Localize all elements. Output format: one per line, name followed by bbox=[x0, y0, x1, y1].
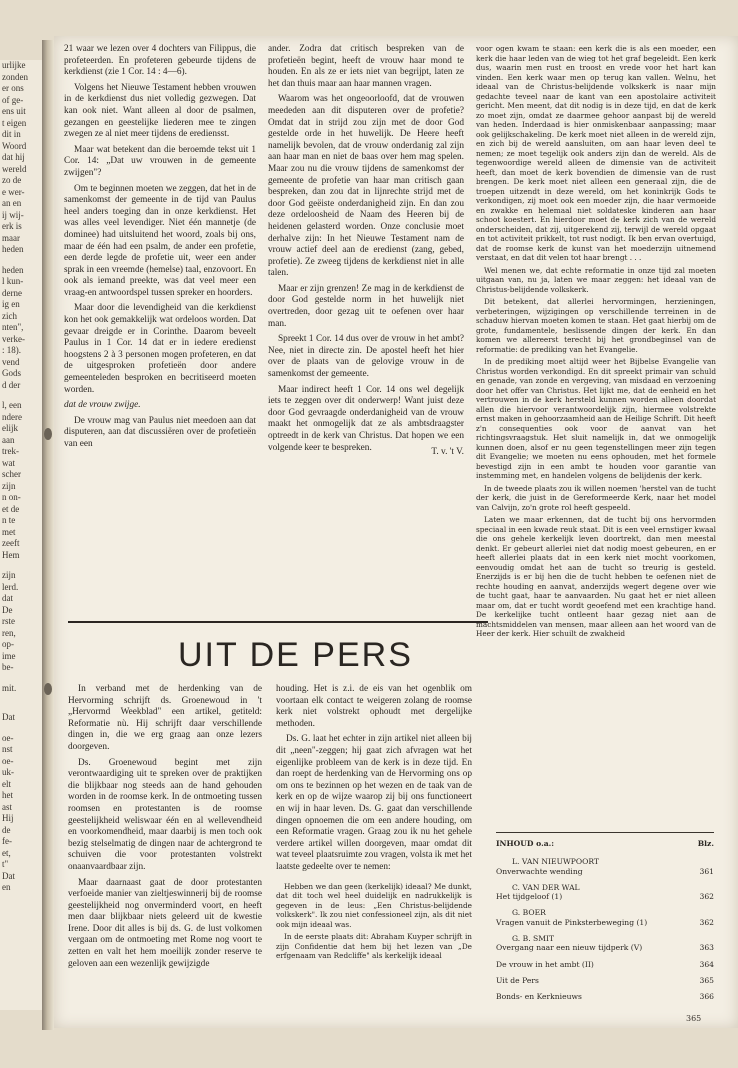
paragraph: Maar wat betekent dan die beroemde tekst uit 1 Cor. 14: „Dat uw vrouwen in de gemeente zwijgen"? bbox=[64, 144, 256, 178]
margin-line: heden bbox=[2, 244, 24, 254]
margin-line: Gods bbox=[2, 368, 22, 378]
margin-line: aan bbox=[2, 434, 15, 445]
margin-line: De bbox=[2, 604, 13, 615]
quoted-excerpt bbox=[276, 882, 472, 961]
paragraph: Laten we maar erkennen, dat de tucht bij ons hervormden speciaal in een kwade reuk staat. Dit is een veel ernstiger kwaal die ons gehele kerkelijk leven doortrekt, dan men meestal denkt. Er gebeurt allerlei niet dat nodig moest gebeuren, en er heeft allerlei plaats dat in een kerk niet mocht voorkomen, eenvoudig omdat het aan de tucht so treurig is gesteld. Enerzijds is er bij hen die de tucht hebben te oefenen niet de rechte houding en aanvat, anderzijds wegert degene over wie de tucht gaat, haar te aanvaarden. Nu gaat het er niet alleen maar om, dat er tucht wordt geoefend met een krachtige hand. De kerkelijke tucht ontleent haar gezag niet aan de machtsmiddelen van mensen, maar alleen aan het woord van de Heer der kerk. Hier schuilt de zwakheid bbox=[476, 515, 716, 638]
paragraph: In de prediking moet altijd weer het Bijbelse Evangelie van Christus worden verkondigd. En dit spreekt primair van schuld en genade, van zonde en vergeving, van misdaad en verzoening door het offer van Christus. Het lijkt me, dat de eenheid en het vertrouwen in de kerk hersteld kunnen worden alleen doordat allen die hiervoor verantwoordelijk zijn, hiermee volstrekte ernst maken in gehoorzaamheid aan de Heilige Schrift. Dit heeft z'n consequenties ook voor de aanvat van het richtingsvraagstuk. Het sluit namelijk in, dat we onmogelijk kunnen doen, alsof er nu geen tegenstellingen meer zijn tegen dit Evangelie; we moeten nu eens ophouden, met het formele bevestigd zijn in een ambt te houden voor garantie van instemming met, en handelen volgens de belijdenis der kerk. bbox=[476, 357, 716, 480]
margin-line: ens uit bbox=[2, 106, 26, 116]
article3-column1 bbox=[68, 684, 262, 974]
margin-line: ndere bbox=[2, 411, 22, 422]
margin-line bbox=[0, 256, 42, 265]
margin-line: de bbox=[2, 824, 11, 835]
paragraph: Maar er zijn grenzen! Ze mag in de kerkdienst de door God gestelde norm in het huwelijk niet overtreden, door gezag uit te oefenen over haar man. bbox=[268, 283, 464, 329]
toc-title: Overgang naar een nieuw tijdperk (V) bbox=[496, 943, 643, 953]
paragraph: Wel menen we, dat echte reformatie in onze tijd zal moeten uitgaan van, nu ja, laten we maar zeggen: het ideaal van de Christus-belijdende volkskerk. bbox=[476, 265, 716, 294]
toc-page-number: 362 bbox=[699, 917, 714, 927]
margin-line: scher bbox=[2, 469, 21, 479]
margin-line: er ons bbox=[2, 83, 24, 93]
margin-line bbox=[0, 391, 42, 400]
toc-item bbox=[496, 908, 714, 927]
margin-line: rste bbox=[2, 616, 15, 626]
toc-item bbox=[496, 976, 714, 985]
toc-item bbox=[496, 934, 714, 953]
margin-line: op- bbox=[2, 639, 14, 649]
paragraph: houding. Het is z.i. de eis van het ogenblik om voortaan elk contact te weigeren zolang de roomse kerk niet volstrekt ophoudt met dergelijke methoden. bbox=[276, 684, 472, 729]
margin-line: dat bbox=[2, 593, 13, 603]
margin-line: e wer- bbox=[2, 186, 25, 197]
toc-author: G. B. SMIT bbox=[512, 934, 555, 944]
toc-page-number: 363 bbox=[699, 943, 714, 953]
article3-column2 bbox=[276, 684, 472, 964]
paragraph: Waarom was het ongeoorloofd, dat de vrouwen meededen aan dit disputeren over de profetie? Omdat dat in strijd zou zijn met de door God gestelde orde in het huwelijk. De Heere heeft namelijk bevolen, dat de vrouw onderdanig zal zijn aan haar man en niet de baas over hem mag spelen. Maar zou nu die vrouw tijdens de samenkomst der gemeente de profetie van haar man critisch gaan bespreken, dan zou dat in lijnrechte strijd met de door God geëiste onderdanigheid zijn. En dan zou deze ordeloosheid de Naam des Heeren bij de heidenen gelasterd worden. Onze conclusie moet derhalve zijn: In het Nieuwe Testament nam de vrouw actief deel aan de eredienst (zang, gebed, profetie). Ze zweeg tijdens de kerkdienst niet in alle talen. bbox=[268, 94, 464, 279]
paragraph: Volgens het Nieuwe Testament hebben vrouwen in de kerkdienst dus niet volledig gezwegen. Dat kan ook niet. Want alleen al door de psalmen, gezangen en geestelijke liederen mee te zingen zwegen ze al niet meer tijdens de erediensst. bbox=[64, 82, 256, 140]
margin-line: t" bbox=[2, 859, 9, 869]
toc-heading: INHOUD o.a.: bbox=[496, 839, 555, 848]
toc-author: G. BOER bbox=[512, 908, 546, 918]
paragraph: In de tweede plaats zou ik willen noemen 'herstel van de tucht der kerk, die juist in de Gereformeerde Kerk, naar het model van Calvijn, zo'n grote rol heeft gespeeld. bbox=[476, 483, 716, 512]
margin-line: trek- bbox=[2, 446, 19, 456]
margin-line: erk is bbox=[2, 221, 22, 231]
margin-line: uk- bbox=[2, 767, 14, 777]
binding-hole bbox=[44, 428, 52, 440]
paragraph: 21 waar we lezen over 4 dochters van Filippus, die profeteerden. En profeteren gebeurde tijdens de kerkdienst (zie 1 Cor. 14 : 4—6). bbox=[64, 44, 256, 78]
margin-line: derne bbox=[2, 287, 22, 298]
toc-title: Uit de Pers bbox=[496, 975, 539, 985]
toc-item bbox=[496, 992, 714, 1001]
page-number: 365 bbox=[686, 1014, 702, 1023]
paragraph: Spreekt 1 Cor. 14 dus over de vrouw in het ambt? Nee, niet in directe zin. De apostel heeft het hier over de plaats van de gelovige vrouw in de samenkomst der gemeente. bbox=[268, 334, 464, 380]
paragraph: In verband met de herdenking van de Hervorming schrijft ds. Groenewoud in 't „Hervormd Weekblad" een artikel, getiteld: Reformatie nù. Hij schrijft daar verschillende dingen in, die we erg graag aan onze lezers doorgeven. bbox=[68, 684, 262, 752]
margin-line: ig en bbox=[2, 299, 20, 309]
toc-title: De vrouw in het ambt (II) bbox=[496, 959, 594, 969]
book-gutter bbox=[42, 40, 54, 1030]
toc-item bbox=[496, 883, 714, 902]
margin-line: ren, bbox=[2, 627, 16, 638]
margin-line: n te bbox=[2, 515, 16, 525]
margin-line: met bbox=[2, 526, 16, 537]
quote-paragraph: Hebben we dan geen (kerkelijk) ideaal? Me dunkt, dat dit toch wel heel duidelijk en nadrukkelijk is gegeven in de leus: „Een Christus-belijdende volkskerk". Ik zou niet confessioneel zijn, als dit niet ook mijn ideaal was. bbox=[276, 881, 472, 929]
margin-line bbox=[0, 674, 42, 683]
toc-title: Onverwachte wending bbox=[496, 866, 583, 876]
margin-line bbox=[0, 724, 42, 733]
author-signature: T. v. 't V. bbox=[431, 446, 464, 457]
margin-line: of ge- bbox=[2, 94, 24, 105]
margin-line: Hij bbox=[2, 813, 14, 823]
margin-line: zonden bbox=[2, 71, 28, 82]
toc-page-number: 366 bbox=[699, 992, 714, 1002]
margin-line: Dat bbox=[2, 712, 15, 722]
margin-line: nst bbox=[2, 744, 13, 754]
margin-line: oe- bbox=[2, 732, 14, 743]
margin-line: an en bbox=[2, 198, 22, 208]
paragraph: De vrouw mag van Paulus niet meedoen aan dat disputeren, aan dat discussiëren over de profetieën van een bbox=[64, 415, 256, 449]
margin-line: n on- bbox=[2, 492, 21, 502]
margin-line: fe- bbox=[2, 836, 12, 846]
margin-line: Hem bbox=[2, 549, 20, 560]
margin-line: elijk bbox=[2, 423, 18, 433]
margin-line: zeeft bbox=[2, 538, 20, 548]
margin-line: : 18). bbox=[2, 345, 21, 355]
margin-line: Dat bbox=[2, 870, 15, 881]
paragraph: Maar indirect heeft 1 Cor. 14 ons wel degelijk iets te zeggen over dit onderwerp! Want juist deze door God gevraagde onderdanigheid van de vrouw maakt het onmogelijk dat ze als ambtsdraagster optreedt in de kerk van Christus. Dat hopen we een volgende keer te bespreken. bbox=[268, 384, 464, 453]
margin-line: d der bbox=[2, 379, 21, 390]
margin-line: ij wij- bbox=[2, 209, 24, 220]
margin-line: het bbox=[2, 790, 13, 800]
margin-line: urlijke bbox=[2, 60, 26, 70]
margin-line: maar bbox=[2, 232, 20, 243]
margin-line: wat bbox=[2, 457, 15, 468]
paragraph: Maar door die levendigheid van die kerkdienst kon het ook gemakkelijk wat ordeloos worden. Dat gevaar dreigde er in Corinthe. Daarom beveelt Paulus in 1 Cor. 14 dat er in iedere eredienst hoogstens 2 à 3 personen mogen profeteren, en dat de uitgesproken profetieën door andere gemeenteleden besproken en becritiseerd moeten worden. bbox=[64, 303, 256, 395]
toc-title: Bonds- en Kerknieuws bbox=[496, 992, 582, 1002]
toc-title: Het tijdgeloof (1) bbox=[496, 892, 563, 902]
paragraph: dat de vrouw zwijge. bbox=[64, 400, 141, 411]
paragraph: Maar daarnaast gaat de door protestanten verfoeide manier van zieltjeswinnerij bij de roomse geestelijkheid nog onverminderd voort, en heeft men daar blijkbaar niets geleerd uit de kwestie Irene. Door dit alles is bij ds. G. de lust volkomen vergaan om de ontmoeting met Rome nog voort te zetten en valt het hem moeilijk zonder reserve te geloven aan een wezenlijk gewijzigde bbox=[68, 877, 262, 969]
toc-author: L. VAN NIEUWPOORT bbox=[512, 857, 599, 867]
toc-author: C. VAN DER WAL bbox=[512, 882, 580, 892]
article1-column1 bbox=[64, 44, 256, 455]
paragraph: ander. Zodra dat critisch bespreken van de profetieën begint, heeft de vrouw haar mond te houden. En als ze er iets niet van begrijpt, laten ze het dan thuis maar aan haar mannen vragen. bbox=[268, 44, 464, 89]
margin-line: oe- bbox=[2, 755, 14, 766]
paragraph: Ds. G. laat het echter in zijn artikel niet alleen bij dit „neen"-zeggen; hij gaat zich afvragen wat het eigenlijke probleem van de kerk is in deze tijd. En dan roept de herdenking van de Hervorming ons op om ons te bezinnen op het wezen en de taak van de kerk en op de wijze waarop zij bij ons functioneert en wij in haar leven. Ds. G. gaat dan verschillende dingen opnoemen die om een andere houding, om een Reformatie vragen. Graag zou ik nu het gehele verdere artikel willen doorgeven, maar omdat dit wat teveel plaatsruimte zou vragen, volsta ik met het laatste gedeelte over te nemen: bbox=[276, 734, 472, 872]
toc-page-number: 365 bbox=[699, 975, 714, 985]
margin-line: et, bbox=[2, 847, 11, 858]
margin-line: et de bbox=[2, 503, 20, 514]
paragraph: voor ogen kwam te staan: een kerk die is als een moeder, een kerk die haar leden van de wieg tot het graf begeleidt. Een kerk dus, waarin men rust en troost en vrede voor het hart kan vinden. Een kerk waar men op terug kan vallen. Welnu, het ideaal van de Christus-belijdende volkskerk is naar mijn gedachte teveel naar de kant van een apostolaire activiteit gericht. Men meent, dat dit nodig is in deze tijd, en dat de kerk zo moet zijn, omdat ze daarmee gehoor aanpast bij de wereld van heden. Inderdaad is hier onmiskenbaar aanpassing; maar ook gelijkschakeling. De kerk moet niet alleen in de wereld zijn, en zich bij de wereld aansluiten, om aan haar leven deel te nemen; ze moet tegelijk ook anders zijn dan de wereld. Als de tegenwoordige wereld alleen de dimensie van de activiteit heeft, dan moet de kerk bovendien de dimensie van de rust brengen. De kerk moet niet alleen een generaal zijn, die de troepen uitzendt in deze wereld, om het koninkrijk Gods te verkondigen, zij moet ook een moeder zijn, die haar vermoeide en zwakke en helemaal niet soldateske kinderen aan haar schoot koestert. En hierdoor moet de kerk zich van de wereld onderscheiden, dat zij, uitgerekend zij, terwijl de wereld opgaat en tot activiteit prikkelt, tot rust nodigt. Ik ben ervan overtuigd, dat de roomse kerk de kunst van het moederzijn uitnemend verstaat, en dat dit velen tot haar brengt . . . bbox=[476, 44, 716, 262]
right-page bbox=[54, 36, 738, 1028]
margin-line: zijn bbox=[2, 570, 16, 580]
toc-page-number: 362 bbox=[699, 892, 714, 902]
toc-page-number: 361 bbox=[699, 866, 714, 876]
margin-line: Woord bbox=[2, 140, 27, 151]
margin-line: mit. bbox=[2, 682, 17, 693]
table-of-contents bbox=[496, 832, 714, 1009]
margin-line: elt bbox=[2, 778, 11, 789]
binding-hole bbox=[44, 683, 52, 695]
left-page-fragment bbox=[0, 60, 43, 1010]
margin-line bbox=[0, 694, 42, 703]
paragraph: Ds. Groenewoud begint met zijn verontwaardiging uit te spreken over de praktijken die blijkbaar nog steeds aan de hand gehouden worden in de roomse kerk. In de ontmoeting tussen roomsen en protestanten is de roomse geestelijkheid weliswaar één en al wellevendheid en voorkomendheid, maar daarbij is men toch ook bezig stelselmatig de dingen naar de achtergrond te schuiven die voor protestanten volstrekt onaanvaardbaar zijn. bbox=[68, 757, 262, 872]
margin-line bbox=[0, 561, 42, 570]
margin-line: heden bbox=[2, 264, 24, 275]
toc-item bbox=[496, 960, 714, 969]
margin-line bbox=[0, 703, 42, 712]
margin-line: nten", bbox=[2, 322, 24, 332]
article2-column3 bbox=[476, 44, 716, 642]
quote-paragraph: In de eerste plaats dit: Abraham Kuyper schrijft in zijn Confidentie dat hem bij het lezen van „De erfgenaam van Redcliffe" als kerkelijk ideaal bbox=[276, 932, 472, 960]
section-title: UIT DE PERS bbox=[178, 636, 413, 674]
margin-line: en bbox=[2, 882, 11, 892]
margin-line: verke- bbox=[2, 333, 25, 344]
toc-page-number: 364 bbox=[699, 959, 714, 969]
margin-line: lerd. bbox=[2, 581, 19, 592]
margin-line: zich bbox=[2, 310, 17, 321]
margin-line: l, een bbox=[2, 400, 22, 410]
margin-line: ime bbox=[2, 650, 16, 661]
margin-line: dat hij bbox=[2, 152, 25, 162]
margin-line: be- bbox=[2, 662, 14, 672]
toc-page-label: Blz. bbox=[697, 839, 714, 848]
article1-column2 bbox=[268, 44, 464, 462]
margin-line: zo de bbox=[2, 175, 22, 185]
margin-line: zijn bbox=[2, 480, 16, 491]
toc-item bbox=[496, 857, 714, 876]
margin-line: l kun- bbox=[2, 276, 24, 286]
paragraph: Dit betekent, dat allerlei hervormingen, herzieningen, verbeteringen, wijzigingen op verschillende terreinen in de schaduw hiervan moeten komen te staan. Het gaat hierbij om de grote, fundamentele, beslissende dingen der kerk. En dan komen we allereerst terecht bij het grondbeginsel van de reformatie: de prediking van het Evangelie. bbox=[476, 297, 717, 354]
paragraph: Om te beginnen moeten we zeggen, dat het in de samenkomst der gemeente in de tijd van Paulus heel anders toeging dan in onze kerkdienst. Het was alles veel levendiger. Niet één mannetje (de dominee) had uitsluitend het woord, zoals bij ons, maar de één had een psalm, de ander een profetie, een derde legde de profetie uit, weer een ander sprak in een vreemde (hemelse) taal, enzovoort. En ook als iemand preekte, was dat veel meer een vraag-en antwoordspel tussen spreker en hoorders. bbox=[64, 183, 256, 298]
toc-title: Vragen vanuit de Pinksterbeweging (1) bbox=[496, 917, 648, 927]
margin-line: t eigen bbox=[2, 117, 27, 128]
margin-line: dit in bbox=[2, 129, 21, 139]
section-divider bbox=[68, 621, 488, 623]
margin-line: wereld bbox=[2, 163, 27, 174]
margin-line: vend bbox=[2, 356, 20, 367]
margin-line: ast bbox=[2, 801, 12, 812]
